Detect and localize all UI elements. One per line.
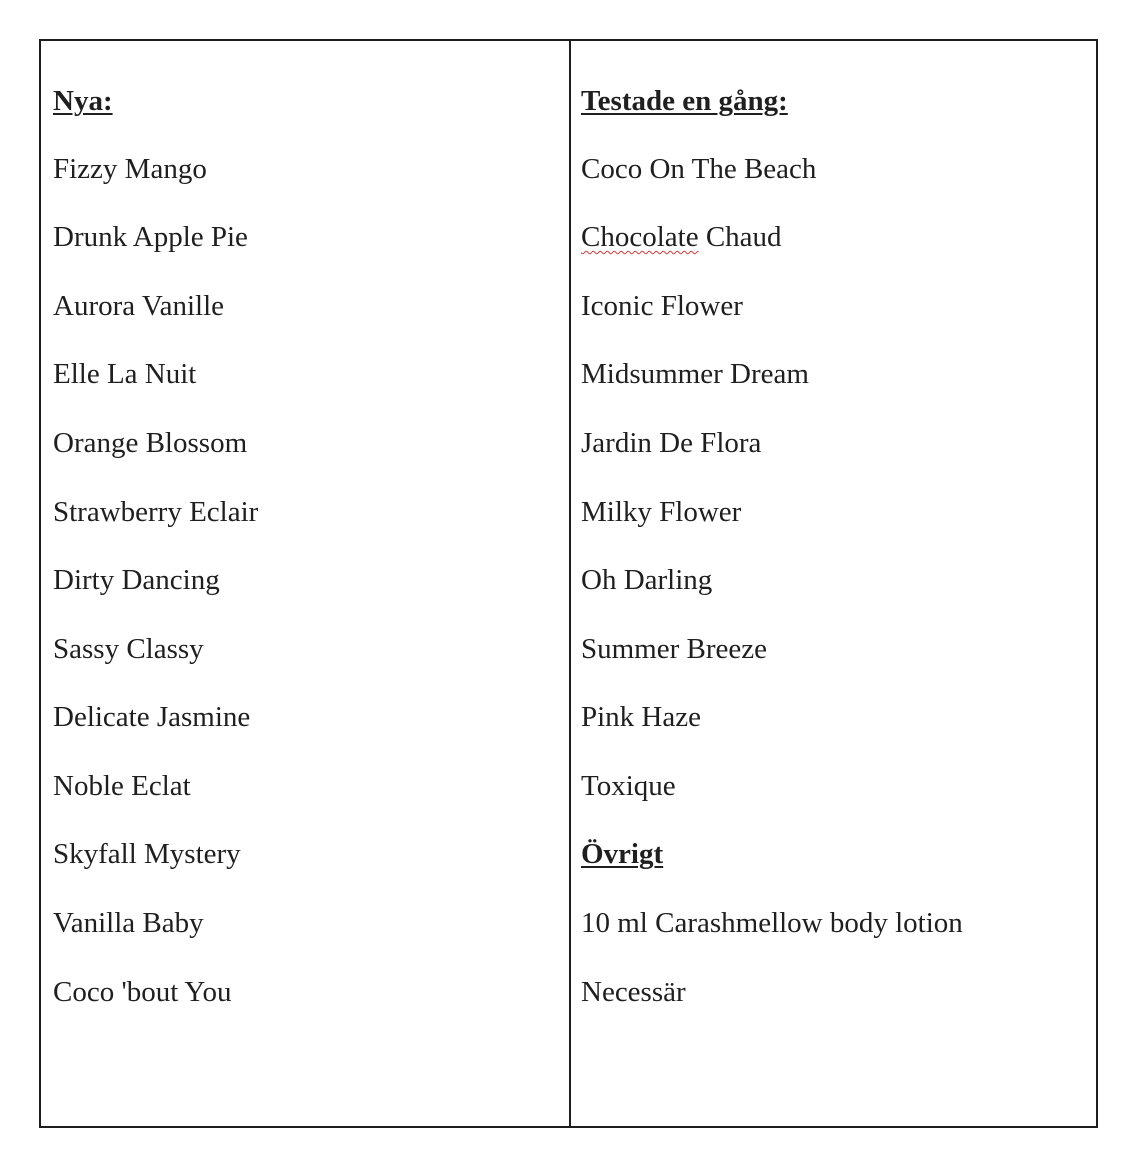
heading-ovrigt: Övrigt (581, 838, 664, 870)
list-item: Delicate Jasmine (53, 701, 251, 733)
list-item: Aurora Vanille (53, 290, 224, 322)
list-item: Fizzy Mango (53, 153, 207, 185)
list-item: Coco 'bout You (53, 976, 232, 1008)
list-item: Jardin De Flora (581, 427, 762, 459)
spellcheck-word[interactable]: Chocolate (581, 221, 699, 253)
list-item: Midsummer Dream (581, 358, 809, 390)
right-column (581, 41, 1081, 1126)
list-item-suffix: Chaud (698, 221, 782, 253)
document-table (39, 39, 1098, 1128)
list-item: 10 ml Carashmellow body lotion (581, 907, 963, 939)
list-item: Summer Breeze (581, 633, 768, 665)
heading-nya: Nya: (53, 85, 113, 117)
list-item: Milky Flower (581, 496, 742, 528)
list-item: Elle La Nuit (53, 358, 197, 390)
list-item: Vanilla Baby (53, 907, 204, 939)
list-item: Coco On The Beach (581, 153, 817, 185)
list-item: Sassy Classy (53, 633, 204, 665)
list-item: Necessär (581, 976, 686, 1008)
heading-testade-en-gang: Testade en gång: (581, 85, 788, 117)
list-item: Toxique (581, 770, 676, 802)
list-item (581, 220, 782, 254)
left-column (53, 41, 553, 1126)
list-item: Pink Haze (581, 701, 701, 733)
list-item: Strawberry Eclair (53, 496, 259, 528)
list-item: Noble Eclat (53, 770, 191, 802)
column-divider (569, 41, 571, 1126)
list-item: Orange Blossom (53, 427, 248, 459)
list-item: Oh Darling (581, 564, 713, 596)
list-item: Iconic Flower (581, 290, 743, 322)
list-item: Dirty Dancing (53, 564, 220, 596)
list-item: Skyfall Mystery (53, 838, 241, 870)
list-item: Drunk Apple Pie (53, 221, 248, 253)
